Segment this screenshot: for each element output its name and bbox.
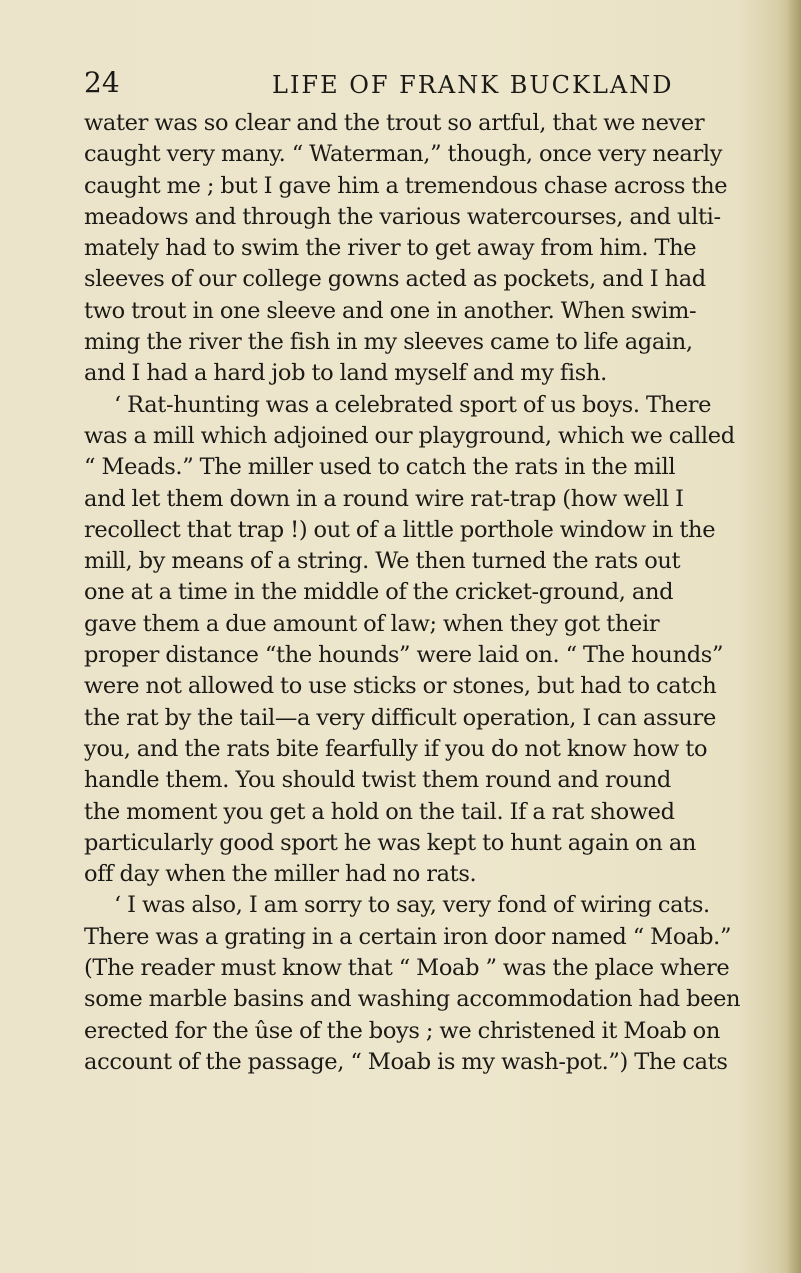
- text-line: (The reader must know that “ Moab ” was the place where: [84, 955, 730, 982]
- page-number: 24: [84, 66, 120, 99]
- text-line: was a mill which adjoined our playground, which we called: [84, 422, 735, 449]
- page-edge-shadow: [787, 0, 801, 1273]
- text-line: particularly good sport he was kept to hunt again on an: [84, 829, 697, 856]
- text-line: There was a grating in a certain iron door named “ Moab.”: [84, 923, 732, 950]
- text-line: ming the river the fish in my sleeves came to life again,: [84, 329, 693, 356]
- text-line: “ Meads.” The miller used to catch the rats in the mill: [84, 454, 676, 481]
- text-line: meadows and through the various watercourses, and ulti-: [84, 203, 721, 230]
- text-line: mill, by means of a string. We then turned the rats out: [84, 548, 681, 575]
- text-line: handle them. You should twist them round and round: [84, 767, 671, 794]
- paragraph-start-line: ‘ I was also, I am sorry to say, very fond of wiring cats.: [114, 892, 710, 919]
- text-line: the moment you get a hold on the tail. If a rat showed: [84, 798, 675, 825]
- text-line: account of the passage, “ Moab is my wash-pot.”) The cats: [84, 1048, 728, 1075]
- text-line: you, and the rats bite fearfully if you do not know how to: [84, 735, 708, 762]
- text-line: some marble basins and washing accommodation had been: [84, 986, 741, 1013]
- text-line: proper distance “the hounds” were laid on. “ The hounds”: [84, 642, 724, 669]
- text-line: and I had a hard job to land myself and my fish.: [84, 360, 607, 387]
- text-line: caught me ; but I gave him a tremendous chase across the: [84, 172, 728, 199]
- text-line: off day when the miller had no rats.: [84, 861, 477, 888]
- text-line: the rat by the tail—a very difficult operation, I can assure: [84, 704, 716, 731]
- text-line: and let them down in a round wire rat-trap (how well I: [84, 485, 684, 512]
- body-text: [84, 108, 770, 1078]
- text-line: one at a time in the middle of the cricket-ground, and: [84, 579, 674, 606]
- paragraph-start-line: ‘ Rat-hunting was a celebrated sport of us boys. There: [114, 391, 712, 418]
- text-line: two trout in one sleeve and one in another. When swim-: [84, 297, 697, 324]
- text-line: water was so clear and the trout so artful, that we never: [84, 110, 705, 136]
- text-line: gave them a due amount of law; when they got their: [84, 610, 660, 637]
- text-line: erected for the ûse of the boys ; we christened it Moab on: [84, 1017, 721, 1044]
- running-head: LIFE OF FRANK BUCKLAND: [272, 71, 674, 99]
- text-line: were not allowed to use sticks or stones, but had to catch: [84, 673, 717, 700]
- text-line: caught very many. “ Waterman,” though, once very nearly: [84, 141, 723, 168]
- text-line: recollect that trap !) out of a little porthole window in the: [84, 516, 716, 543]
- text-line: sleeves of our college gowns acted as pockets, and I had: [84, 266, 706, 293]
- text-line: mately had to swim the river to get away from him. The: [84, 235, 697, 262]
